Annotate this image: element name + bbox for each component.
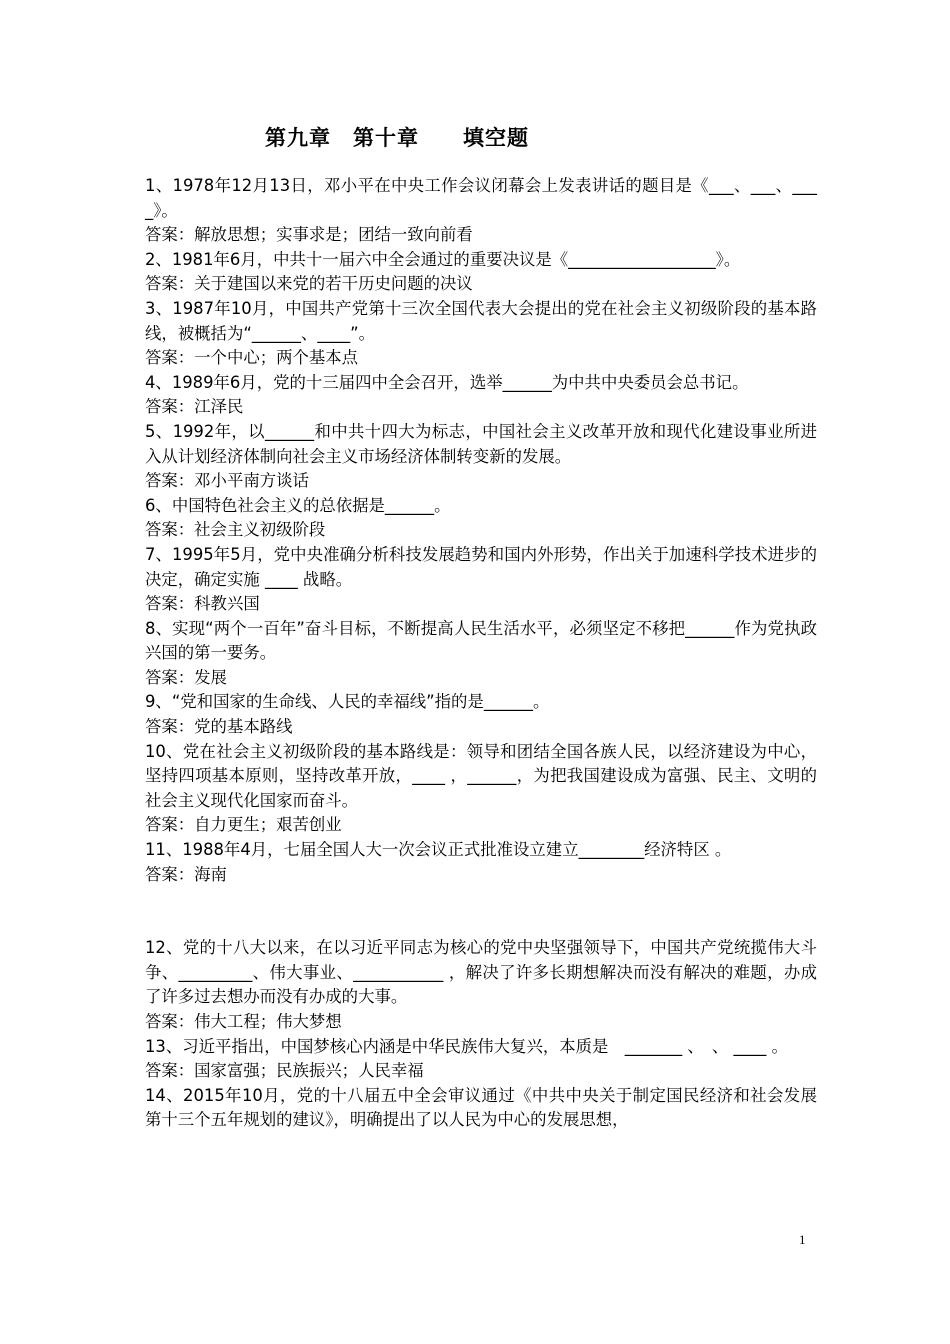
question-11: 11、1988年4月，七届全国人大一次会议正式批准设立建立________经济特区 。 bbox=[145, 840, 732, 860]
question-9: 9、“党和国家的生命线、人民的幸福线”指的是______。 bbox=[145, 692, 550, 712]
question-1: 1、1978年12月13日，邓小平在中央工作会议闭幕会上发表讲话的题目是《___、___、____》。 bbox=[145, 176, 817, 220]
page-number: 1 bbox=[799, 1232, 806, 1247]
answer-3: 答案：一个中心；两个基本点 bbox=[145, 348, 359, 368]
question-7: 7、1995年5月，党中央准确分析科技发展趋势和国内外形势，作出关于加速科学技术进步的决定，确定实施 ____ 战略。 bbox=[145, 544, 817, 589]
blank-spacer bbox=[145, 887, 817, 936]
answer-11: 答案：海南 bbox=[145, 864, 227, 884]
answer-10: 答案：自力更生；艰苦创业 bbox=[145, 815, 342, 835]
question-10: 10、党在社会主义初级阶段的基本路线是：领导和团结全国各族人民，以经济建设为中心，坚持四项基本原则，坚持改革开放，____ ，______，为把我国建设成为富强、民主、文明的社会主义现代化国家而奋斗。 bbox=[145, 741, 817, 810]
answer-13: 答案：国家富强；民族振兴；人民幸福 bbox=[145, 1061, 424, 1081]
question-12: 12、党的十八大以来，在以习近平同志为核心的党中央坚强领导下，中国共产党统揽伟大斗争、_________、伟大事业、___________ ，解决了许多长期想解决而没有解决的难题，办成了许多过去想办而没有办成的大事。 bbox=[145, 938, 817, 1007]
question-14: 14、2015年10月，党的十八届五中全会审议通过《中共中央关于制定国民经济和社会发展第十三个五年规划的建议》，明确提出了以人民为中心的发展思想， bbox=[145, 1085, 817, 1130]
question-2: 2、1981年6月，中共十一届六中全会通过的重要决议是《__________________》。 bbox=[145, 249, 741, 269]
answer-1: 答案：解放思想；实事求是；团结一致向前看 bbox=[145, 225, 473, 245]
question-13: 13、习近平指出，中国梦核心内涵是中华民族伟大复兴，本质是 _______ 、 、 ____ 。 bbox=[145, 1036, 788, 1056]
answer-8: 答案：发展 bbox=[145, 667, 227, 687]
answer-7: 答案：科教兴国 bbox=[145, 594, 260, 614]
question-list bbox=[145, 174, 817, 1133]
answer-4: 答案：江泽民 bbox=[145, 397, 244, 417]
question-4: 4、1989年6月，党的十三届四中全会召开，选举______为中共中央委员会总书记。 bbox=[145, 372, 749, 392]
answer-6: 答案：社会主义初级阶段 bbox=[145, 520, 326, 540]
answer-12: 答案：伟大工程；伟大梦想 bbox=[145, 1012, 342, 1031]
question-6: 6、中国特色社会主义的总依据是______。 bbox=[145, 495, 451, 515]
question-3: 3、1987年10月，中国共产党第十三次全国代表大会提出的党在社会主义初级阶段的基本路线，被概括为“______、____”。 bbox=[145, 298, 817, 343]
answer-2: 答案：关于建国以来党的若干历史问题的决议 bbox=[145, 274, 473, 294]
question-8: 8、实现“两个一百年”奋斗目标，不断提高人民生活水平，必须坚定不移把______作为党执政兴国的第一要务。 bbox=[145, 618, 817, 663]
page-title: 第九章 第十章 填空题 bbox=[265, 126, 529, 150]
answer-5: 答案：邓小平南方谈话 bbox=[145, 471, 309, 491]
question-5: 5、1992年，以______和中共十四大为标志，中国社会主义改革开放和现代化建设事业所进入从计划经济体制向社会主义市场经济体制转变新的发展。 bbox=[145, 421, 817, 466]
answer-9: 答案：党的基本路线 bbox=[145, 717, 293, 737]
